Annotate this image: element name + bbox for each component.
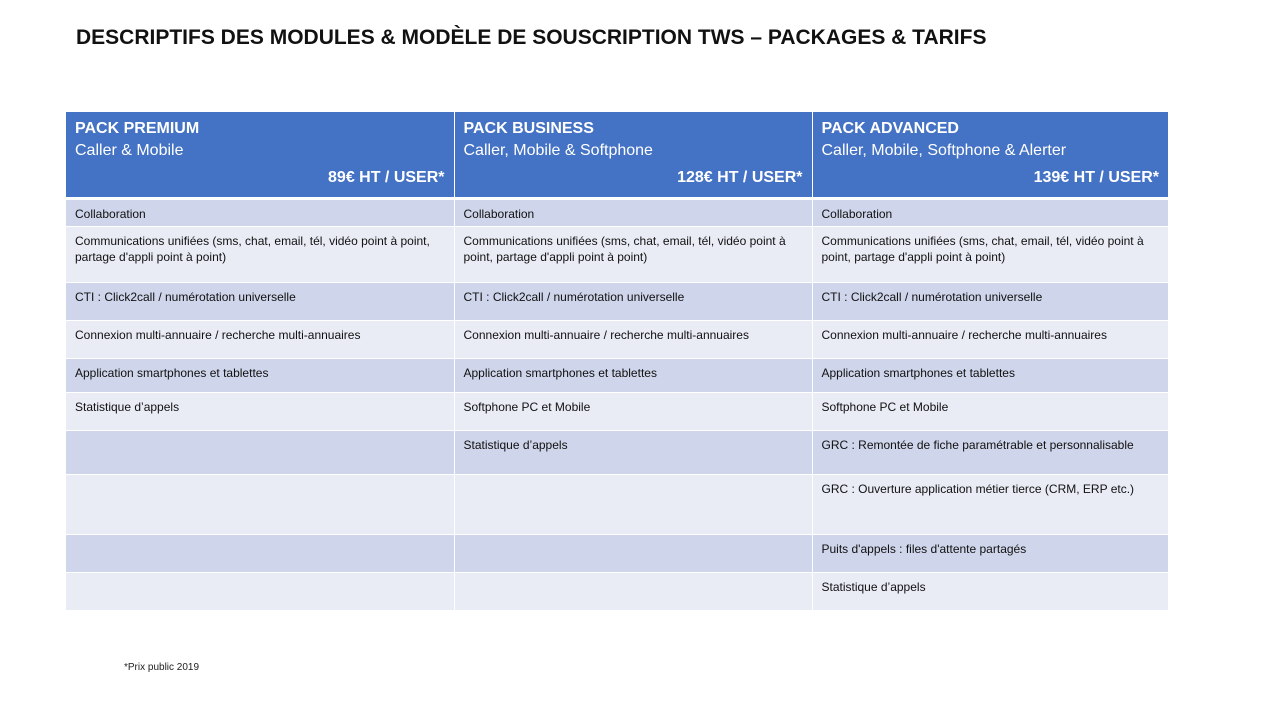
table-cell: Statistique d’appels	[66, 393, 454, 431]
table-row	[66, 573, 1168, 611]
table-cell	[66, 535, 454, 573]
pack-subtitle: Caller, Mobile & Softphone	[463, 142, 653, 159]
table-row	[66, 199, 1168, 227]
table-cell	[66, 475, 454, 535]
table-cell: CTI : Click2call / numérotation universelle	[812, 283, 1168, 321]
table-cell: Collaboration	[454, 199, 812, 227]
table-cell: CTI : Click2call / numérotation universelle	[66, 283, 454, 321]
table-row	[66, 359, 1168, 393]
pack-header-advanced	[812, 112, 1168, 199]
table-row	[66, 321, 1168, 359]
pack-name: PACK PREMIUM	[75, 120, 200, 137]
table-cell: Communications unifiées (sms, chat, email, tél, vidéo point à point, partage d'appli point à point)	[66, 227, 454, 283]
table-cell: GRC : Remontée de fiche paramétrable et personnalisable	[812, 431, 1168, 475]
table-cell: Application smartphones et tablettes	[66, 359, 454, 393]
pack-price: 139€ HT / USER*	[1033, 169, 1159, 186]
table-cell: Puits d'appels : files d'attente partagés	[812, 535, 1168, 573]
pack-name: PACK BUSINESS	[463, 120, 594, 137]
pricing-table	[66, 112, 1168, 611]
table-cell: GRC : Ouverture application métier tierce (CRM, ERP etc.)	[812, 475, 1168, 535]
footnote: *Prix public 2019	[124, 662, 200, 673]
page-title: DESCRIPTIFS DES MODULES & MODÈLE DE SOUSCRIPTION TWS – PACKAGES & TARIFS	[76, 26, 987, 49]
table-row	[66, 283, 1168, 321]
pack-name: PACK ADVANCED	[821, 120, 959, 137]
table-cell: Application smartphones et tablettes	[454, 359, 812, 393]
table-cell: Application smartphones et tablettes	[812, 359, 1168, 393]
pack-subtitle: Caller, Mobile, Softphone & Alerter	[821, 142, 1067, 159]
table-cell: CTI : Click2call / numérotation universelle	[454, 283, 812, 321]
table-cell: Collaboration	[812, 199, 1168, 227]
table-cell: Softphone PC et Mobile	[454, 393, 812, 431]
table-cell: Connexion multi-annuaire / recherche multi-annuaires	[454, 321, 812, 359]
table-row	[66, 535, 1168, 573]
table-cell: Connexion multi-annuaire / recherche multi-annuaires	[66, 321, 454, 359]
table-header-row	[66, 112, 1168, 199]
pack-price: 89€ HT / USER*	[328, 169, 445, 186]
table-cell: Connexion multi-annuaire / recherche multi-annuaires	[812, 321, 1168, 359]
table-row	[66, 227, 1168, 283]
table-cell: Softphone PC et Mobile	[812, 393, 1168, 431]
table-cell	[454, 535, 812, 573]
pack-price: 128€ HT / USER*	[677, 169, 803, 186]
table-cell	[66, 573, 454, 611]
table-cell: Communications unifiées (sms, chat, email, tél, vidéo point à point, partage d'appli point à point)	[812, 227, 1168, 283]
table-cell: Statistique d’appels	[454, 431, 812, 475]
pack-header-business	[454, 112, 812, 199]
table-cell	[66, 431, 454, 475]
table-cell: Statistique d’appels	[812, 573, 1168, 611]
table-cell	[454, 573, 812, 611]
table-cell: Collaboration	[66, 199, 454, 227]
table-cell	[454, 475, 812, 535]
table-row	[66, 475, 1168, 535]
pack-header-premium	[66, 112, 454, 199]
pack-subtitle: Caller & Mobile	[75, 142, 184, 159]
table-row	[66, 431, 1168, 475]
table-row	[66, 393, 1168, 431]
table-cell: Communications unifiées (sms, chat, email, tél, vidéo point à point, partage d'appli point à point)	[454, 227, 812, 283]
